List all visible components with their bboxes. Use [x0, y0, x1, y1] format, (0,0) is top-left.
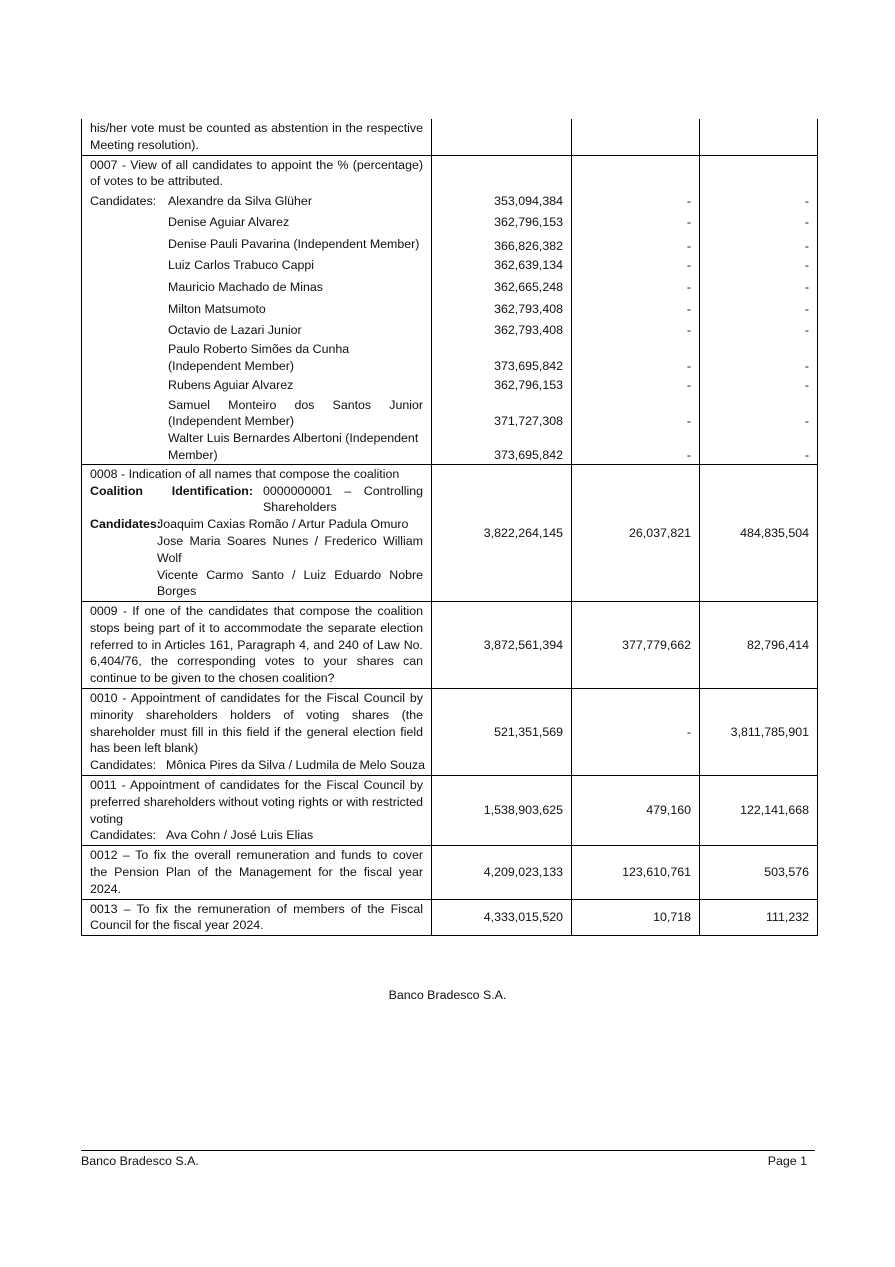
votes-abstain: 503,576: [700, 846, 818, 899]
votes-abstain: -: [700, 190, 818, 212]
footer-page-number: Page 1: [767, 1154, 807, 1168]
votes-for: 362,796,153: [432, 375, 572, 397]
votes-against: 377,779,662: [572, 602, 700, 689]
candidate-pair: Jose Maria Soares Nunes / Frederico William Wolf: [157, 533, 423, 565]
votes-against: -: [572, 212, 700, 234]
candidate-name: Octavio de Lazari Junior: [168, 323, 302, 338]
candidate-name: Paulo Roberto Simões da Cunha (Independent Member): [168, 342, 350, 374]
candidates-label: Candidates:: [90, 828, 157, 843]
table-row: [82, 846, 818, 899]
candidates-label: Candidates:: [90, 758, 157, 773]
row-0010-text: 0010 - Appointment of candidates for the Fiscal Council by minority shareholders holders of voting shares (the shareholder must fill in this field if the general election field has been left blank): [90, 691, 423, 756]
votes-abstain: -: [700, 233, 818, 255]
candidate-row: [82, 277, 818, 299]
candidate-row: [82, 397, 818, 431]
candidate-name: Alexandre da Silva Glüher: [168, 193, 312, 208]
candidates-label: Candidates:: [90, 517, 161, 532]
votes-for: 521,351,569: [432, 689, 572, 776]
candidates-label: Candidates:: [90, 193, 157, 208]
row-0008-title: 0008 - Indication of all names that compose the coalition: [90, 466, 400, 481]
votes-for: 371,727,308: [432, 397, 572, 431]
candidate-row: [82, 341, 818, 375]
votes-for: 373,695,842: [432, 341, 572, 375]
row-0013-description: 0013 – To fix the remuneration of members of the Fiscal Council for the fiscal year 2024.: [82, 899, 432, 936]
candidate-row: [82, 430, 818, 464]
votes-abstain: -: [700, 298, 818, 320]
candidate-row: [82, 320, 818, 342]
votes-for: 366,826,382: [432, 233, 572, 255]
candidate-row: [82, 233, 818, 255]
votes-abstain: -: [700, 320, 818, 342]
candidate-row: [82, 255, 818, 277]
votes-against: 479,160: [572, 776, 700, 846]
candidate-name: Mauricio Machado de Minas: [168, 279, 323, 294]
candidate-name: Walter Luis Bernardes Albertoni (Independent Member): [168, 431, 419, 462]
votes-abstain: -: [700, 255, 818, 277]
candidate-row: [82, 298, 818, 320]
row-0008-description: [82, 464, 432, 601]
votes-against: -: [572, 430, 700, 464]
votes-abstain: -: [700, 397, 818, 431]
candidate-row: [82, 212, 818, 234]
votes-against: -: [572, 190, 700, 212]
votes-against: -: [572, 397, 700, 431]
votes-for: 362,796,153: [432, 212, 572, 234]
votes-against: 123,610,761: [572, 846, 700, 899]
votes-for: 1,538,903,625: [432, 776, 572, 846]
candidate-name: Samuel Monteiro dos Santos Junior (Independent Member): [168, 397, 423, 429]
votes-against: -: [572, 233, 700, 255]
votes-abstain: 484,835,504: [700, 464, 818, 601]
votes-for: 373,695,842: [432, 430, 572, 464]
row-0007-candidates: [82, 190, 818, 464]
votes-against: -: [572, 341, 700, 375]
table-row: [82, 464, 818, 601]
row-0010-description: [82, 689, 432, 776]
votes-abstain: 111,232: [700, 899, 818, 936]
candidate-name: Denise Aguiar Alvarez: [168, 215, 290, 230]
votes-for: 362,793,408: [432, 320, 572, 342]
votes-for: 353,094,384: [432, 190, 572, 212]
row-0007-title: 0007 - View of all candidates to appoint the % (percentage) of votes to be attributed.: [82, 155, 432, 190]
candidates-value: Ava Cohn / José Luis Elias: [166, 828, 314, 843]
votes-against: -: [572, 255, 700, 277]
coalition-label: Coalition Identification:: [90, 483, 253, 498]
candidate-pairs: [157, 516, 423, 600]
votes-against: -: [572, 277, 700, 299]
votes-abstain: 122,141,668: [700, 776, 818, 846]
votes-abstain: 3,811,785,901: [700, 689, 818, 776]
votes-abstain: -: [700, 212, 818, 234]
table-row: [82, 689, 818, 776]
coalition-value: 0000000001 – Controlling Shareholders: [263, 483, 423, 515]
candidate-row: [82, 375, 818, 397]
votes-against: 10,718: [572, 899, 700, 936]
row-description: his/her vote must be counted as abstention in the respective Meeting resolution).: [82, 119, 432, 155]
votes-for: 4,333,015,520: [432, 899, 572, 936]
votes-for: 362,665,248: [432, 277, 572, 299]
votes-abstain: -: [700, 341, 818, 375]
voting-results-table: [81, 119, 818, 936]
row-0011-text: 0011 - Appointment of candidates for the Fiscal Council by preferred shareholders without voting rights or with restricted voting: [90, 778, 423, 826]
table-row: [82, 155, 818, 190]
votes-for: 4,209,023,133: [432, 846, 572, 899]
candidates-value: Mônica Pires da Silva / Ludmila de Melo Souza: [166, 758, 425, 773]
row-0009-description: 0009 - If one of the candidates that compose the coalition stops being part of it to accommodate the separate election referred to in Articles 161, Paragraph 4, and 240 of Law No. 6,404/76, the corresponding votes to your shares can continue to be given to the chosen coalition?: [82, 602, 432, 689]
row-0012-description: 0012 – To fix the overall remuneration and funds to cover the Pension Plan of the Management for the fiscal year 2024.: [82, 846, 432, 899]
candidate-pair: Vicente Carmo Santo / Luiz Eduardo Nobre Borges: [157, 567, 423, 599]
footer-divider: [81, 1150, 815, 1151]
coalition-candidates: [90, 516, 423, 600]
table-row: [82, 602, 818, 689]
row-0011-description: [82, 776, 432, 846]
votes-against: -: [572, 689, 700, 776]
votes-against: -: [572, 320, 700, 342]
votes-abstain: -: [700, 277, 818, 299]
votes-abstain: -: [700, 375, 818, 397]
votes-for: 362,639,134: [432, 255, 572, 277]
candidate-name: Denise Pauli Pavarina (Independent Member): [168, 236, 420, 251]
votes-for: 3,822,264,145: [432, 464, 572, 601]
candidate-row: [82, 190, 818, 212]
votes-against: -: [572, 375, 700, 397]
coalition-identification: [90, 483, 423, 517]
votes-for: 362,793,408: [432, 298, 572, 320]
candidate-name: Rubens Aguiar Alvarez: [168, 378, 294, 393]
table-row: [82, 119, 818, 155]
candidate-name: Milton Matsumoto: [168, 301, 266, 316]
footer-company: Banco Bradesco S.A.: [81, 1154, 199, 1168]
votes-abstain: -: [700, 430, 818, 464]
table-row: [82, 776, 818, 846]
table-row: [82, 899, 818, 936]
candidate-name: Luiz Carlos Trabuco Cappi: [168, 258, 315, 273]
votes-abstain: 82,796,414: [700, 602, 818, 689]
company-name-center: Banco Bradesco S.A.: [388, 988, 507, 1002]
votes-against: 26,037,821: [572, 464, 700, 601]
candidate-pair: Joaquim Caxias Romão / Artur Padula Omuro: [157, 517, 409, 532]
votes-for: 3,872,561,394: [432, 602, 572, 689]
votes-against: -: [572, 298, 700, 320]
